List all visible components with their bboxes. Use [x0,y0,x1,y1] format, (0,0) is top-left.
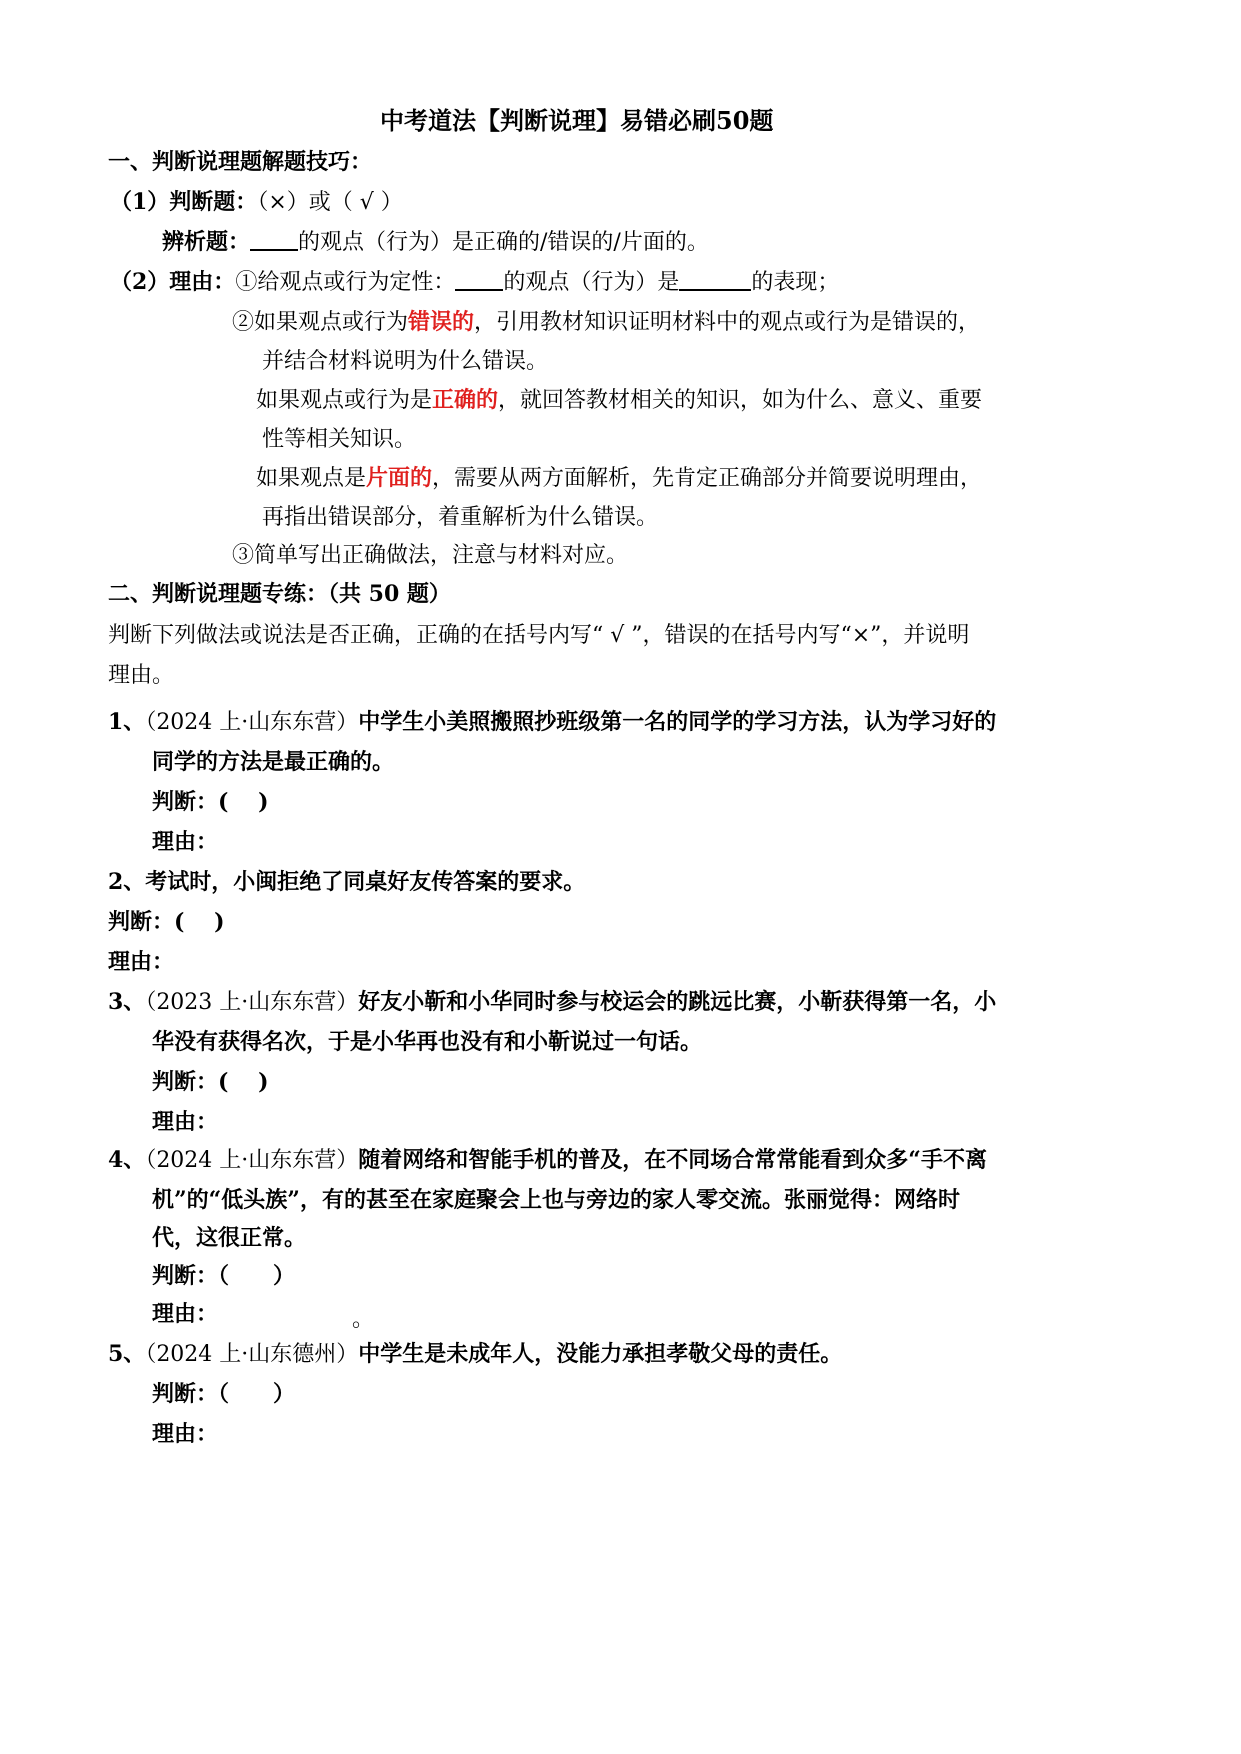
reason-partial-pre: 如果观点是 [256,466,367,491]
judge-type-line [110,186,403,218]
question-3-judge: 判断：( ) [152,1069,269,1095]
question-4-cont1: 机”的“低头族”，有的甚至在家庭聚会上也与旁边的家人零交流。张丽觉得：网络时 [152,1187,960,1213]
question-source: （2023 上·山东东营） [145,990,359,1015]
reason-text-a: ①给观点或行为定性： [235,270,456,295]
question-1-judge: 判断：( ) [152,789,269,815]
judge-type-label: （1）判断题： [110,189,258,215]
reason-label: （2）理由： [110,269,236,295]
instructions-line1: 判断下列做法或说法是否正确，正确的在括号内写“ √ ”，错误的在括号内写“×”，并说明 [108,623,970,648]
question-1 [108,706,996,738]
highlight-wrong: 错误的 [408,309,475,335]
question-4-cont2: 代，这很正常。 [152,1225,307,1251]
reason-correct-line [256,384,982,416]
reason-line [110,266,839,298]
question-source: （2024 上·山东德州） [145,1342,359,1367]
reason-text-b: 的观点（行为）是 [503,270,680,295]
question-1-reason: 理由： [152,829,219,855]
question-4-period: 。 [352,1307,375,1332]
question-2-reason: 理由： [108,949,175,975]
section1-heading: 一、判断说理题解题技巧： [108,149,373,175]
question-text: 中学生是未成年人，没能力承担孝敬父母的责任。 [358,1341,843,1367]
question-5-reason: 理由： [152,1421,219,1447]
reason-partial-line [256,462,982,494]
question-2: 2、考试时，小闽拒绝了同桌好友传答案的要求。 [108,869,586,895]
highlight-correct: 正确的 [432,387,499,413]
question-source: （2024 上·山东东营） [145,1148,359,1173]
page-title: 中考道法【判断说理】易错必刷50题 [380,106,774,135]
reason-partial-cont: 再指出错误部分，着重解析为什么错误。 [262,505,659,530]
question-number: 1、 [108,709,146,735]
question-number: 5、 [108,1341,146,1367]
reason-practice-line: ③简单写出正确做法，注意与材料对应。 [232,543,629,568]
question-text: 中学生小美照搬照抄班级第一名的同学的学习方法，认为学习好的 [358,709,997,735]
bianxi-line [162,226,709,258]
reason-partial-post: ，需要从两方面解析，先肯定正确部分并简要说明理由， [432,466,983,491]
question-number: 4、 [108,1147,146,1173]
bianxi-text: 的观点（行为）是正确的/错误的/片面的。 [298,230,709,255]
question-4 [108,1144,987,1176]
instructions-line2: 理由。 [108,663,175,688]
question-3-reason: 理由： [152,1109,219,1135]
fill-blank [679,267,751,291]
question-2-judge: 判断：( ) [108,909,225,935]
reason-wrong-post: ，引用教材知识证明材料中的观点或行为是错误的， [474,310,981,335]
question-4-judge: 判断：（ ） [152,1263,296,1289]
question-source: （2024 上·山东东营） [145,710,359,735]
question-text: 好友小靳和小华同时参与校运会的跳远比赛，小靳获得第一名，小 [358,989,997,1015]
judge-type-text: （×）或（ √ ） [257,190,403,215]
highlight-partial: 片面的 [366,465,433,491]
reason-wrong-pre: ②如果观点或行为 [232,310,409,335]
question-3-cont: 华没有获得名次，于是小华再也没有和小靳说过一句话。 [152,1029,703,1055]
reason-correct-pre: 如果观点或行为是 [256,388,433,413]
fill-blank [250,227,298,251]
question-number: 3、 [108,989,146,1015]
question-text: 随着网络和智能手机的普及，在不同场合常常能看到众多“手不离 [358,1147,987,1173]
reason-correct-post: ，就回答教材相关的知识，如为什么、意义、重要 [498,388,983,413]
question-5 [108,1338,842,1370]
section2-heading: 二、判断说理题专练：（共 50 题） [108,581,451,607]
bianxi-label: 辨析题： [162,229,251,255]
reason-correct-cont: 性等相关知识。 [262,427,417,452]
reason-wrong-line [232,306,980,338]
question-3 [108,986,996,1018]
reason-wrong-cont: 并结合材料说明为什么错误。 [262,349,549,374]
question-5-judge: 判断：（ ） [152,1381,296,1407]
reason-text-c: 的表现； [751,270,840,295]
fill-blank [455,267,503,291]
question-4-reason: 理由： [152,1301,219,1327]
question-1-cont: 同学的方法是最正确的。 [152,749,395,775]
